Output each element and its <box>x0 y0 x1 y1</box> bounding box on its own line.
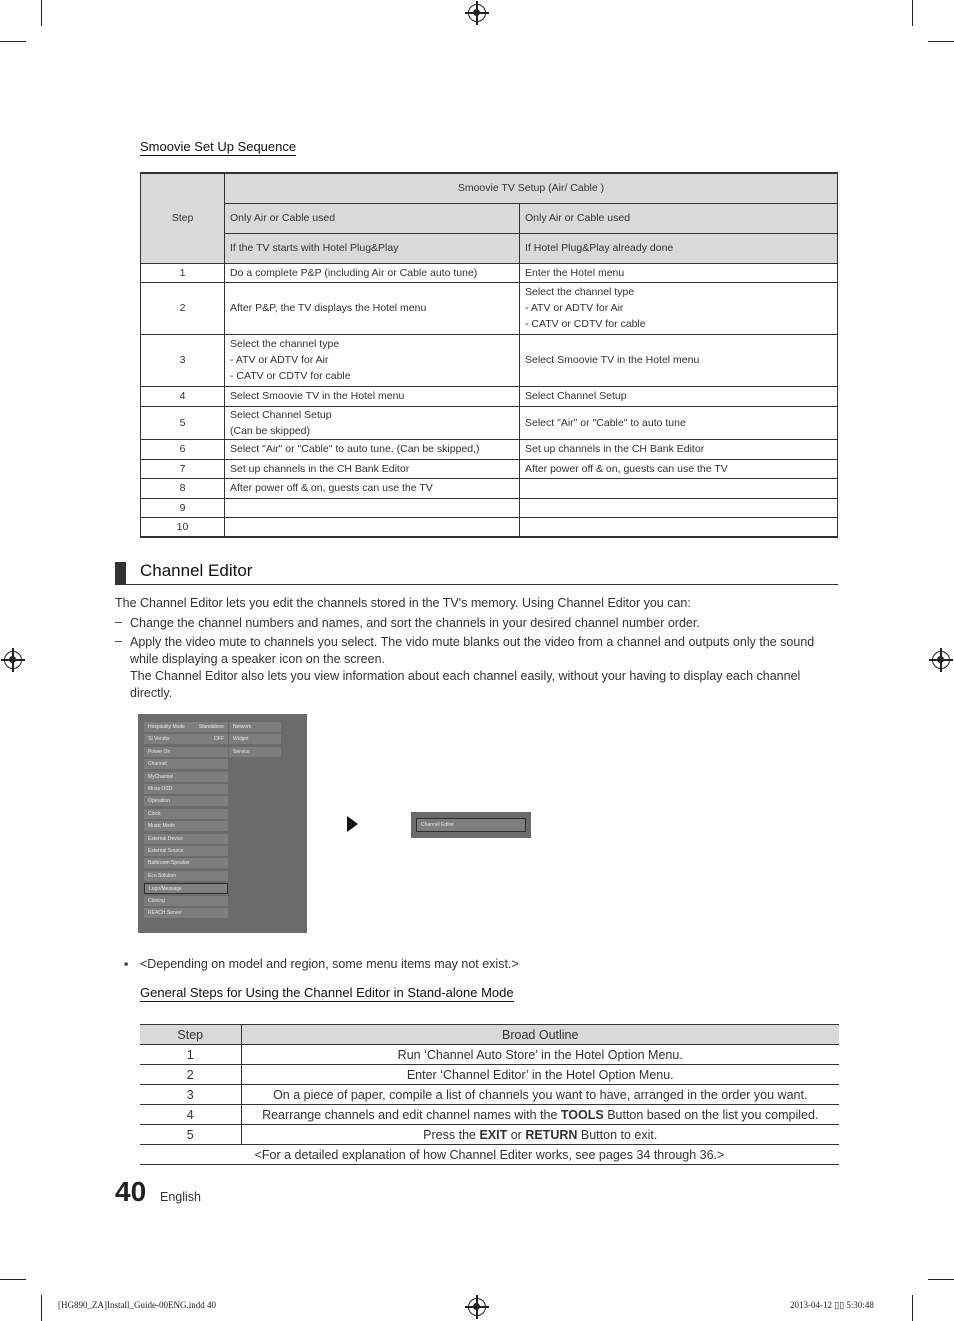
table-header-step: Step <box>140 1025 241 1045</box>
submenu-item: Widget <box>229 734 281 745</box>
menu-item-value: OFF <box>214 736 224 743</box>
table-row <box>141 386 838 406</box>
table-header-col1-sub: If the TV starts with Hotel Plug&Play <box>225 233 520 263</box>
outline-cell <box>241 1125 839 1145</box>
list-item-text: The Channel Editor also lets you view information about each channel easily, without your having to display each channel <box>130 669 801 683</box>
crop-mark <box>912 0 913 26</box>
table-cell <box>520 478 838 498</box>
step-cell: 3 <box>140 1085 241 1105</box>
table-row <box>141 517 838 537</box>
menu-item-label: Channel <box>148 761 167 768</box>
setup-sequence-table <box>140 172 838 538</box>
table-cell: Select Channel Setup (Can be skipped) <box>225 406 520 439</box>
table-header-col2: Only Air or Cable used <box>520 203 838 233</box>
table-note: <For a detailed explanation of how Channel Editer works, see pages 34 through 36.> <box>140 1145 839 1165</box>
table-cell: Set up channels in the CH Bank Editor <box>225 459 520 478</box>
registration-mark-icon <box>468 4 486 22</box>
table-row <box>140 1045 839 1065</box>
section-divider <box>115 584 838 585</box>
menu-item <box>144 846 228 857</box>
menu-item <box>144 908 228 919</box>
general-steps-heading: General Steps for Using the Channel Editor in Stand-alone Mode <box>140 985 514 1000</box>
table-cell: Select Smoovie TV in the Hotel menu <box>520 334 838 386</box>
menu-item <box>144 834 228 845</box>
table-row <box>140 1065 839 1085</box>
menu-item-label: External Source <box>148 848 184 854</box>
outline-text: or <box>507 1127 526 1142</box>
table-row <box>141 263 838 282</box>
table-header-col1: Only Air or Cable used <box>225 203 520 233</box>
menu-item <box>144 883 228 894</box>
submenu-item: Network <box>229 722 281 733</box>
table-cell <box>225 498 520 517</box>
table-cell: Enter the Hotel menu <box>520 263 838 282</box>
outline-cell <box>241 1105 839 1125</box>
page-language: English <box>160 1190 201 1204</box>
button-name: TOOLS <box>560 1107 604 1122</box>
table-row <box>140 1105 839 1125</box>
table-header-group: Smoovie TV Setup (Air/ Cable ) <box>225 173 838 203</box>
menu-item <box>144 772 228 783</box>
step-cell: 6 <box>141 439 225 459</box>
menu-item <box>144 747 228 758</box>
footer-file: [HG890_ZA]Install_Guide-00ENG.indd 40 <box>58 1300 216 1310</box>
menu-item-label: SI Vendor <box>148 736 170 743</box>
step-cell: 1 <box>141 263 225 282</box>
table-cell: After P&P, the TV displays the Hotel menu <box>225 282 520 334</box>
table-row <box>141 334 838 386</box>
table-cell: Do a complete P&P (including Air or Cable auto tune) <box>225 263 520 282</box>
button-name: RETURN <box>525 1127 578 1142</box>
table-row <box>140 1085 839 1105</box>
menu-item-label: Cloning <box>148 897 165 904</box>
bullet-icon: ▪ <box>124 957 129 971</box>
step-cell: 3 <box>141 334 225 386</box>
table-row <box>141 478 838 498</box>
table-cell: Select "Air" or "Cable" to auto tune <box>520 406 838 439</box>
step-cell: 5 <box>140 1125 241 1145</box>
menu-item-label: Hospitality Mode <box>148 724 185 730</box>
menu-item <box>144 858 228 869</box>
table-cell <box>520 498 838 517</box>
button-name: EXIT <box>479 1127 508 1142</box>
dash-marker: – <box>115 615 122 629</box>
outline-text: Rearrange channels and edit channel names with the <box>262 1107 561 1122</box>
menu-item-label: Logo/Message <box>149 886 182 893</box>
menu-item-label: Music Mode <box>148 823 175 830</box>
step-cell: 8 <box>141 478 225 498</box>
menu-item <box>144 784 228 795</box>
table-cell <box>225 517 520 537</box>
menu-item-value: Standalone <box>198 724 224 730</box>
step-cell: 10 <box>141 517 225 537</box>
crop-mark <box>41 0 42 26</box>
hotel-menu-screenshot <box>138 714 307 933</box>
menu-item-label: External Device <box>148 835 184 842</box>
setup-sequence-heading: Smoovie Set Up Sequence <box>140 139 297 154</box>
table-cell: Select the channel type - ATV or ADTV for Air - CATV or CDTV for cable <box>520 282 838 334</box>
table-row <box>141 498 838 517</box>
table-header-col2-sub: If Hotel Plug&Play already done <box>520 233 838 263</box>
menu-item <box>144 809 228 820</box>
step-cell: 4 <box>140 1105 241 1125</box>
note-bullet <box>124 957 519 971</box>
menu-item <box>144 796 228 807</box>
section-title: Channel Editor <box>140 561 253 580</box>
table-row <box>140 1125 839 1145</box>
table-cell: After power off & on, guests can use the TV <box>225 478 520 498</box>
table-cell: Select Smoovie TV in the Hotel menu <box>225 386 520 406</box>
list-item-text: Change the channel numbers and names, and sort the channels in your desired channel number order. <box>130 616 700 630</box>
outline-text: Button to exit. <box>577 1127 658 1142</box>
channel-editor-menu-item: Channel Editor <box>416 818 526 832</box>
outline-cell <box>241 1065 839 1085</box>
outline-cell <box>241 1085 839 1105</box>
outline-text: Press the <box>423 1127 480 1142</box>
menu-item-label: REACH Server <box>148 910 182 916</box>
table-row <box>141 406 838 439</box>
menu-item <box>144 821 228 832</box>
step-cell: 7 <box>141 459 225 478</box>
table-cell: Set up channels in the CH Bank Editor <box>520 439 838 459</box>
menu-item <box>144 896 228 907</box>
crop-mark <box>0 1279 26 1280</box>
step-cell: 2 <box>140 1065 241 1085</box>
menu-item-label: Mnss OSD <box>148 786 173 792</box>
outline-text: On a piece of paper, compile a list of channels you want to have, arranged in the order you want. <box>273 1087 808 1102</box>
registration-mark-icon <box>468 1298 486 1316</box>
menu-item-label: Clock <box>148 810 161 817</box>
outline-text: Run ‘Channel Auto Store’ in the Hotel Option Menu. <box>397 1047 683 1062</box>
outline-text: Enter ‘Channel Editor’ in the Hotel Option Menu. <box>406 1067 674 1082</box>
step-cell: 2 <box>141 282 225 334</box>
crop-mark <box>41 1295 42 1321</box>
menu-item-label: Bathroom Speaker <box>148 860 190 867</box>
crop-mark <box>0 41 26 42</box>
table-cell: Select the channel type - ATV or ADTV for Air - CATV or CDTV for cable <box>225 334 520 386</box>
submenu-item: Service <box>229 747 281 758</box>
list-item-text: Apply the video mute to channels you select. The vido mute blanks out the video from a channel and outputs only the sound <box>130 635 815 649</box>
channel-editor-screenshot <box>411 812 531 838</box>
menu-item <box>144 734 228 745</box>
list-item-text: while displaying a speaker icon on the screen. <box>130 652 386 666</box>
menu-item-label: MyChannel <box>148 773 174 780</box>
table-row <box>141 459 838 478</box>
registration-mark-icon <box>4 651 22 669</box>
table-cell: Select Channel Setup <box>520 386 838 406</box>
arrow-right-icon <box>347 816 358 832</box>
footer-date: 2013-04-12 ▯▯ 5:30:48 <box>790 1300 874 1310</box>
intro-text: The Channel Editor lets you edit the channels stored in the TV's memory. Using Channel Editor you can: <box>115 596 691 610</box>
table-cell: Select "Air" or "Cable" to auto tune. (Can be skipped,) <box>225 439 520 459</box>
step-cell: 9 <box>141 498 225 517</box>
table-header-step: Step <box>141 173 225 263</box>
crop-mark <box>912 1295 913 1321</box>
table-row <box>141 282 838 334</box>
note-text: <Depending on model and region, some menu items may not exist.> <box>140 957 519 971</box>
crop-mark <box>928 41 954 42</box>
step-cell: 1 <box>140 1045 241 1065</box>
menu-item-label: Eco Solution <box>148 872 177 879</box>
page-number: 40 <box>115 1176 147 1207</box>
table-row <box>141 439 838 459</box>
registration-mark-icon <box>932 651 950 669</box>
general-steps-table <box>140 1024 839 1165</box>
menu-item-label: Operation <box>148 798 170 805</box>
table-header-outline: Broad Outline <box>241 1025 839 1045</box>
outline-text: Button based on the list you compiled. <box>603 1107 819 1122</box>
table-cell: After power off & on, guests can use the TV <box>520 459 838 478</box>
menu-item <box>144 722 228 733</box>
step-cell: 4 <box>141 386 225 406</box>
section-marker <box>115 562 126 584</box>
menu-item <box>144 871 228 882</box>
menu-item-label: Power On <box>148 748 171 755</box>
menu-item <box>144 759 228 770</box>
crop-mark <box>928 1279 954 1280</box>
table-cell <box>520 517 838 537</box>
list-item-text: directly. <box>130 686 173 700</box>
step-cell: 5 <box>141 406 225 439</box>
outline-cell <box>241 1045 839 1065</box>
dash-marker: – <box>115 634 122 648</box>
